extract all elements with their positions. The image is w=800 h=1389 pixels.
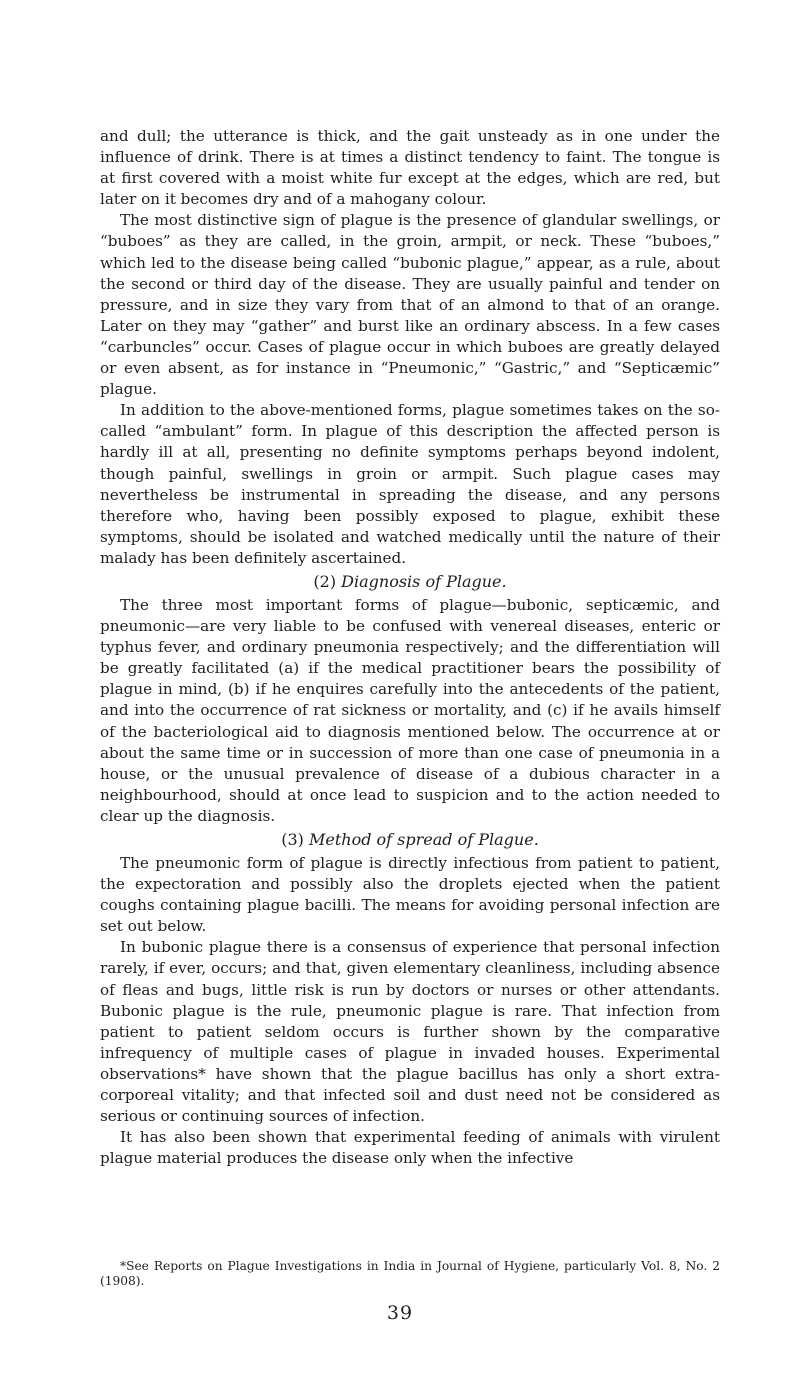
section-heading-method-of-spread bbox=[100, 829, 720, 851]
section-number: (2) bbox=[313, 571, 337, 591]
section-title: Method of spread of Plague. bbox=[308, 830, 539, 849]
page-number: 39 bbox=[386, 1302, 414, 1324]
paragraph: The three most important forms of plague—bubonic, septicæmic, and pneumonic—are very liable to be confused with venereal diseases, enteric or typhus fever, and ordinary pneumonia respectively; and the differentiation will be greatly facilitated (a) if the medical practitioner bears the possibility of plague in mind, (b) if he enquires carefully into the antecedents of the patient, and into the occurrence of rat sickness or mortality, and (c) if he avails himself of the bacteriological aid to diagnosis mentioned below. The occurrence at or about the same time or in succession of more than one case of pneumonia in a house, or the unusual prevalence of disease of a dubious character in a neighbourhood, should at once lead to suspicion and to the action needed to clear up the diagnosis. bbox=[100, 595, 720, 825]
paragraph: In bubonic plague there is a consensus of experience that personal infection rarely, if ever, occurs; and that, given elementary cleanliness, including absence of fleas and bugs, little risk is run by doctors or nurses or other attendants. Bubonic plague is the rule, pneumonic plague is rare. That infection from patient to patient seldom occurs is further shown by the comparative infrequency of multiple cases of plague in invaded houses. Experimental observations* have shown that the plague bacillus has only a short extra-corporeal vitality; and that infected soil and dust need not be considered as serious or continuing sources of infection. bbox=[100, 938, 720, 1126]
paragraph: The most distinctive sign of plague is the presence of glandular swellings, or “buboes” as they are called, in the groin, armpit, or neck. These “buboes,” which led to the disease being called “bubonic plague,” appear, as a rule, about the second or third day of the disease. They are usually painful and tender on pressure, and in size they vary from that of an almond to that of an orange. Later on they may “gather” and burst like an ordinary abscess. In a few cases “carbuncles” occur. Cases of plague occur in which buboes are greatly delayed or even absent, as for instance in “Pneumonic,” “Gastric,” and “Septicæmic” plague. bbox=[100, 211, 720, 399]
paragraph: and dull; the utterance is thick, and the gait unsteady as in one under the influence of drink. There is at times a distinct tendency to faint. The tongue is at first covered with a moist white fur except at the edges, which are red, but later on it becomes dry and of a mahogany colour. bbox=[100, 127, 720, 209]
footnote: *See Reports on Plague Investigations in India in Journal of Hygiene, particularly Vol. 8, No. 2 (1908). bbox=[100, 1259, 720, 1288]
section-number: (3) bbox=[281, 830, 304, 849]
paragraph: In addition to the above-mentioned forms, plague sometimes takes on the so-called “ambulant” form. In plague of this description the affected person is hardly ill at all, presenting no definite symptoms perhaps beyond indolent, though painful, swellings in groin or armpit. Such plague cases may nevertheless be instrumental in spreading the disease, and any persons therefore who, having been possibly exposed to plague, exhibit these symptoms, should be isolated and watched medically until the nature of their malady has been definitely ascertained. bbox=[100, 401, 720, 567]
section-title: Diagnosis of Plague. bbox=[341, 571, 507, 591]
paragraph: The pneumonic form of plague is directly infectious from patient to patient, the expectoration and possibly also the droplets ejected when the patient coughs containing plague bacilli. The means for avoiding personal infection are set out below. bbox=[100, 854, 720, 936]
paragraph: It has also been shown that experimental feeding of animals with virulent plague material produces the disease only when the infective bbox=[100, 1128, 720, 1168]
document-body bbox=[100, 126, 720, 1169]
section-heading-diagnosis bbox=[100, 571, 720, 593]
